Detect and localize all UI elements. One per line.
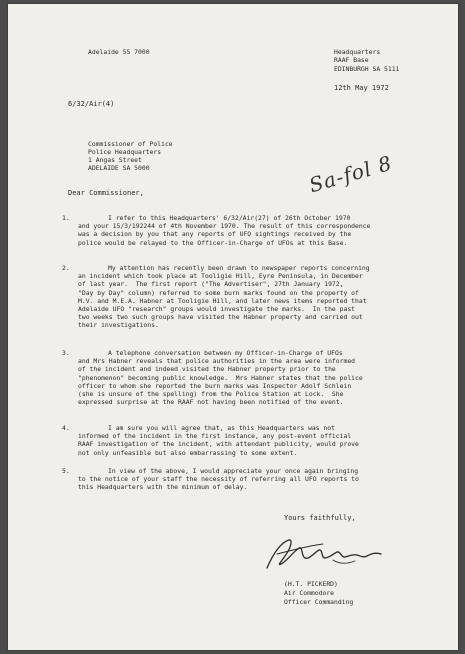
paragraph-1 — [62, 214, 433, 247]
org-line-1: Headquarters — [334, 48, 381, 56]
paragraph-line: Adelaide UFO "research" groups would investigate the marks. In the past — [78, 305, 356, 314]
paragraph-line: this Headquarters with the minimum of delay. — [78, 483, 248, 492]
signatory-rank: Air Commodore — [284, 589, 335, 597]
paragraph-5 — [62, 467, 433, 492]
paragraph-line: was a decision by you that any reports of UFO sightings received by the — [78, 230, 352, 239]
reference-number: 6/32/Air(4) — [68, 100, 115, 108]
recipient-line-3: 1 Angas Street — [88, 156, 142, 164]
paragraph-3 — [62, 349, 433, 407]
recipient-line-2: Police Headquarters — [88, 148, 162, 156]
paragraph-line: I refer to this Headquarters' 6/32/Air(27) of 26th October 1970 — [108, 214, 351, 222]
paragraph-line: "phenomenon" becoming public knowledge. Mrs Habner states that the police — [78, 373, 363, 382]
signature-scribble — [263, 534, 393, 574]
paragraph-line: I am sure you will agree that, as this Headquarters was not — [108, 424, 336, 432]
paragraph-4 — [62, 424, 433, 457]
letter-date: 12th May 1972 — [334, 84, 389, 92]
paragraph-line: and Mrs Habner reveals that police authorities in the area were informed — [78, 357, 356, 366]
paragraph-line: M.V. and M.E.A. Habner at Tooligie Hill, and later news items reported that — [78, 296, 367, 305]
org-line-3: EDINBURGH SA 5111 — [334, 65, 400, 73]
paragraph-line: My attention has recently been drawn to newspaper reports concerning — [108, 264, 370, 272]
paragraph-number: 5. — [62, 467, 70, 475]
paragraph-number: 3. — [62, 349, 70, 357]
paragraph-line: expressed surprise at the RAAF not having been notified of the event. — [78, 398, 344, 407]
paragraph-line: of the incident and indeed visited the Habner property prior to the — [78, 365, 336, 374]
closing: Yours faithfully, — [284, 514, 356, 522]
handwritten-note: Sa-fol 8 — [306, 150, 395, 198]
paragraph-number: 4. — [62, 424, 70, 432]
signatory-name: (H.T. PICKERD) — [284, 580, 338, 588]
paragraph-line: "Day by Day" column) referred to some burn marks found on the property of — [78, 288, 359, 297]
paragraph-line: of last year. The first report ("The Advertiser", 27th January 1972, — [78, 280, 344, 289]
letter-page — [8, 4, 458, 650]
recipient-line-4: ADELAIDE SA 5000 — [88, 164, 150, 172]
paragraph-line: In view of the above, I would appreciate your once again bringing — [108, 467, 359, 475]
org-line-2: RAAF Base — [334, 56, 369, 64]
paragraph-line: (she is unsure of the spelling) from the Police Station at Lock. She — [78, 390, 344, 399]
paragraph-line: an incident which took place at Tooligie Hill, Eyre Peninsula, in December — [78, 272, 363, 281]
recipient-line-1: Commissioner of Police — [88, 140, 173, 148]
paragraph-number: 1. — [62, 214, 70, 222]
paragraph-2 — [62, 264, 433, 330]
paragraph-line: their investigations. — [78, 321, 159, 330]
phone-number: Adelaide 55 7000 — [88, 48, 150, 56]
paragraph-line: and your 15/3/192244 of 4th November 1970. The result of this correspondence — [78, 222, 371, 231]
paragraph-line: RAAF investigation of the incident, with attendant publicity, would prove — [78, 440, 359, 449]
paragraph-line: two weeks two such groups have visited the Habner property and carried out — [78, 313, 363, 322]
paragraph-number: 2. — [62, 264, 70, 272]
paragraph-line: A telephone conversation between my Officer-in-Charge of UFOs — [108, 349, 343, 357]
signatory-title: Officer Commanding — [284, 598, 354, 606]
salutation: Dear Commissioner, — [68, 189, 144, 197]
paragraph-line: officer to whom she reported the burn marks was Inspector Adolf Schlein — [78, 381, 352, 390]
paragraph-line: informed of the incident in the first instance, any post-event official — [78, 432, 352, 441]
paragraph-line: not only unfeasible but also embarrassing to some extent. — [78, 448, 298, 457]
paragraph-line: police would be relayed to the Officer-in-Charge of UFOs at this Base. — [78, 238, 348, 247]
paragraph-line: to the notice of your staff the necessity of referring all UFO reports to — [78, 475, 359, 484]
